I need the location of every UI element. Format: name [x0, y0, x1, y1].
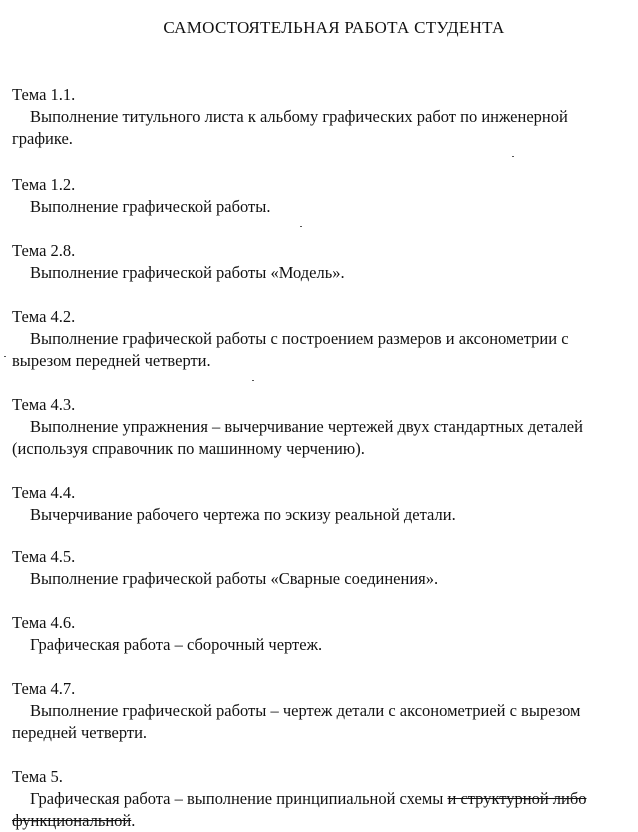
topic-item — [12, 678, 628, 744]
topic-description-end: . — [131, 811, 136, 830]
topic-item — [12, 482, 628, 526]
topic-description: Выполнение графической работы с построением размеров и аксонометрии с вырезом передней четверти. — [12, 329, 569, 370]
page-title: САМОСТОЯТЕЛЬНАЯ РАБОТА СТУДЕНТА — [163, 18, 505, 37]
topic-description: Выполнение графической работы «Модель». — [30, 263, 345, 282]
topic-description: Выполнение графической работы – чертеж детали с аксонометрией с вырезом передней четверти. — [12, 701, 581, 742]
topic-item — [12, 766, 628, 832]
topic-description: Выполнение титульного листа к альбому графических работ по инженерной графике. — [12, 107, 568, 148]
topic-item — [12, 612, 628, 656]
topic-item — [12, 306, 628, 372]
topic-number: Тема 1.1. — [12, 85, 76, 104]
scan-speck — [252, 380, 254, 381]
scan-speck — [512, 156, 514, 157]
topic-description — [12, 788, 628, 832]
topic-description: Выполнение графической работы «Сварные соединения». — [30, 569, 439, 588]
topic-description: Выполнение упражнения – вычерчивание чертежей двух стандартных деталей (используя справочник по машинному черчению). — [12, 417, 583, 458]
topic-item — [12, 240, 628, 284]
topic-description: Вычерчивание рабочего чертежа по эскизу реальной детали. — [30, 505, 456, 524]
topic-item — [12, 84, 628, 150]
topic-number: Тема 5. — [12, 767, 63, 786]
topic-number: Тема 2.8. — [12, 241, 76, 260]
scan-speck — [300, 226, 302, 227]
scan-speck — [4, 356, 6, 357]
topic-number: Тема 4.7. — [12, 679, 76, 698]
topic-item — [12, 174, 628, 218]
topic-item — [12, 546, 628, 590]
topic-number: Тема 4.3. — [12, 395, 76, 414]
topic-description: Графическая работа – сборочный чертеж. — [30, 635, 323, 654]
topic-description-text: Графическая работа – выполнение принципиальной схемы — [30, 789, 448, 808]
topic-description: Выполнение графической работы. — [30, 197, 271, 216]
topic-number: Тема 4.2. — [12, 307, 76, 326]
topic-number: Тема 1.2. — [12, 175, 76, 194]
topic-number: Тема 4.4. — [12, 483, 76, 502]
struck-through-text: и структурной либо функциональной — [12, 789, 587, 830]
topic-number: Тема 4.6. — [12, 613, 76, 632]
topic-number: Тема 4.5. — [12, 547, 76, 566]
topic-item — [12, 394, 628, 460]
